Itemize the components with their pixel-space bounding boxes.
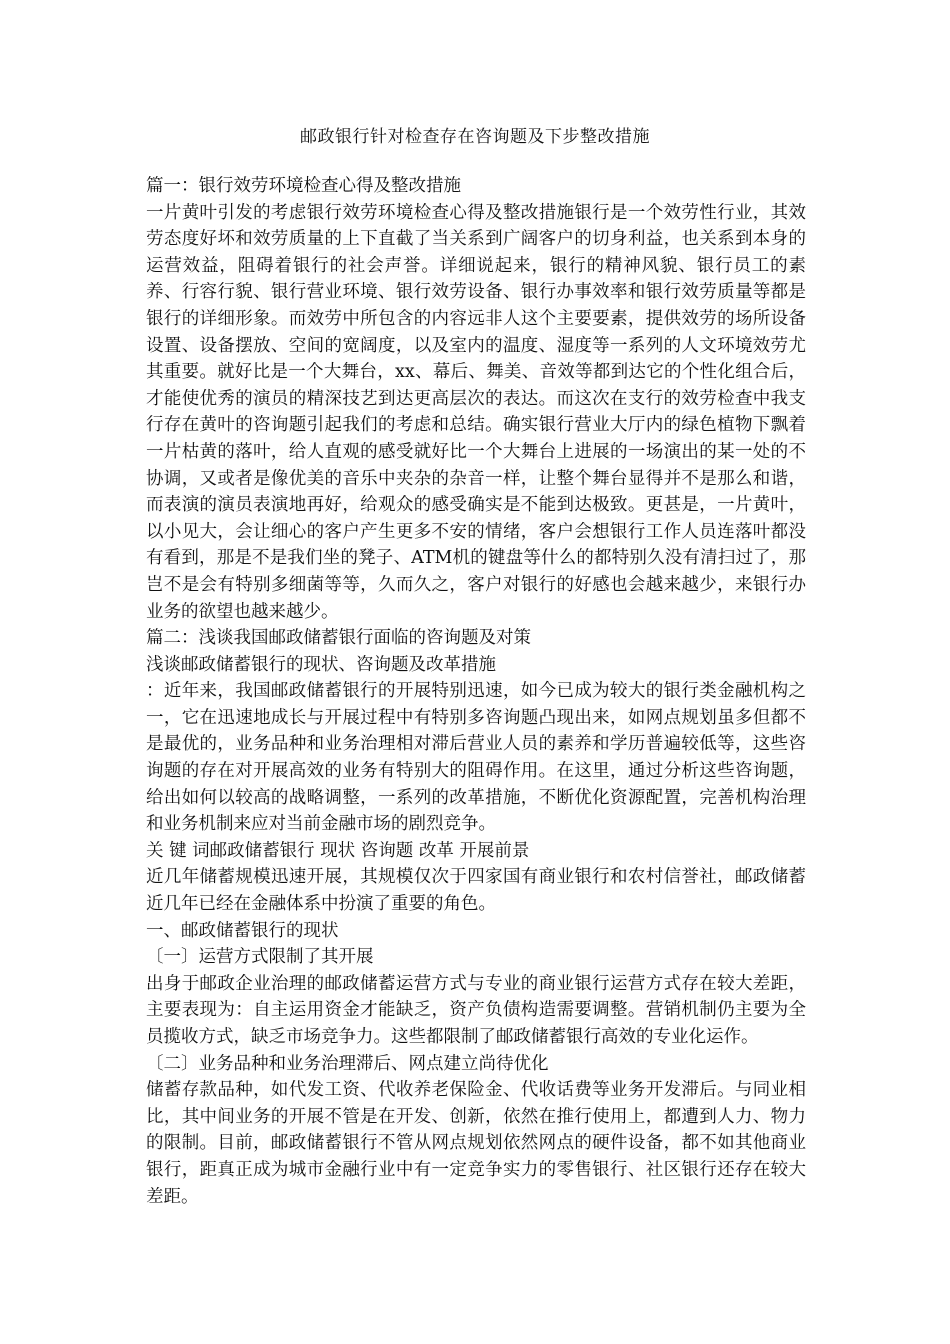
- document-body: [146, 173, 806, 1210]
- document-title: 邮政银行针对检查存在咨询题及下步整改措施: [300, 127, 650, 147]
- section-heading-2: 篇二：浅谈我国邮政储蓄银行面临的咨询题及对策: [146, 628, 531, 649]
- paragraph-keywords: 关 键 词邮政储蓄银行 现状 咨询题 改革 开展前景: [146, 840, 530, 861]
- subsection-heading-1: 〔一〕运营方式限制了其开展: [146, 947, 374, 968]
- section-heading-3: 一、邮政储蓄银行的现状: [146, 920, 339, 941]
- paragraph: 一片黄叶引发的考虑银行效劳环境检查心得及整改措施银行是一个效劳性行业，其效劳态度好坏和效劳质量的上下直截了当关系到广阔客户的切身利益，也关系到本身的运营效益，阻碍着银行的社会声誉。详细说起来，银行的精神风貌、银行员工的素养、行容行貌、银行营业环境、银行效劳设备、银行办事效率和银行效劳质量等都是银行的详细形象。而效劳中所包含的内容远非人这个主要要素，提供效劳的场所设备设置、设备摆放、空间的宽阔度，以及室内的温度、湿度等一系列的人文环境效劳尤其重要。就好比是一个大舞台，xx、幕后、舞美、音效等都到达它的个性化组合后，才能使优秀的演员的精深技艺到达更高层次的表达。而这次在支行的效劳检查中我支行存在黄叶的咨询题引起我们的考虑和总结。确实银行营业大厅内的绿色植物下飘着一片枯黄的落叶，给人直观的感受就好比一个大舞台上进展的一场演出的某一处的不协调，又或者是像优美的音乐中夹杂的杂音一样，让整个舞台显得并不是那么和谐，而表演的演员表演地再好，给观众的感受确实是不能到达极致。更甚是，一片黄叶，以小见大，会让细心的客户产生更多不安的情绪，客户会想银行工作人员连落叶都没有看到，那是不是我们坐的凳子、ATM机的键盘等什么的都特别久没有清扫过了，那岂不是会有特别多细菌等等，久而久之，客户对银行的好感也会越来越少，来银行办业务的欲望也越来越少。: [146, 202, 806, 622]
- paragraph-subtitle: 浅谈邮政储蓄银行的现状、咨询题及改革措施: [146, 654, 496, 675]
- paragraph: 出身于邮政企业治理的邮政储蓄运营方式与专业的商业银行运营方式存在较大差距，主要表现为：自主运用资金才能缺乏，资产负债构造需要调整。营销机制仍主要为全员揽收方式，缺乏市场竞争力。这些都限制了邮政储蓄银行高效的专业化运作。: [146, 973, 806, 1047]
- subsection-heading-2: 〔二〕业务品种和业务治理滞后、网点建立尚待优化: [146, 1053, 549, 1074]
- paragraph: 近几年储蓄规模迅速开展，其规模仅次于四家国有商业银行和农村信誉社，邮政储蓄近几年已经在金融体系中扮演了重要的角色。: [146, 867, 806, 915]
- paragraph: 储蓄存款品种，如代发工资、代收养老保险金、代收话费等业务开发滞后。与同业相比，其中间业务的开展不管是在开发、创新，依然在推行使用上，都遭到人力、物力的限制。目前，邮政储蓄银行不管从网点规划依然网点的硬件设备，都不如其他商业银行，距真正成为城市金融行业中有一定竞争实力的零售银行、社区银行还存在较大差距。: [146, 1080, 806, 1207]
- paragraph-abstract: ：近年来，我国邮政储蓄银行的开展特别迅速，如今已成为较大的银行类金融机构之一，它在迅速地成长与开展过程中有特别多咨询题凸现出来，如网点规划虽多但都不是最优的，业务品种和业务治理相对滞后营业人员的素养和学历普遍较低等，这些咨询题的存在对开展高效的业务有特别大的阻碍作用。在这里，通过分析这些咨询题，给出如何以较高的战略调整，一系列的改革措施，不断优化资源配置，完善机构治理和业务机制来应对当前金融市场的剧烈竞争。: [146, 681, 806, 835]
- section-heading-1: 篇一：银行效劳环境检查心得及整改措施: [146, 176, 461, 196]
